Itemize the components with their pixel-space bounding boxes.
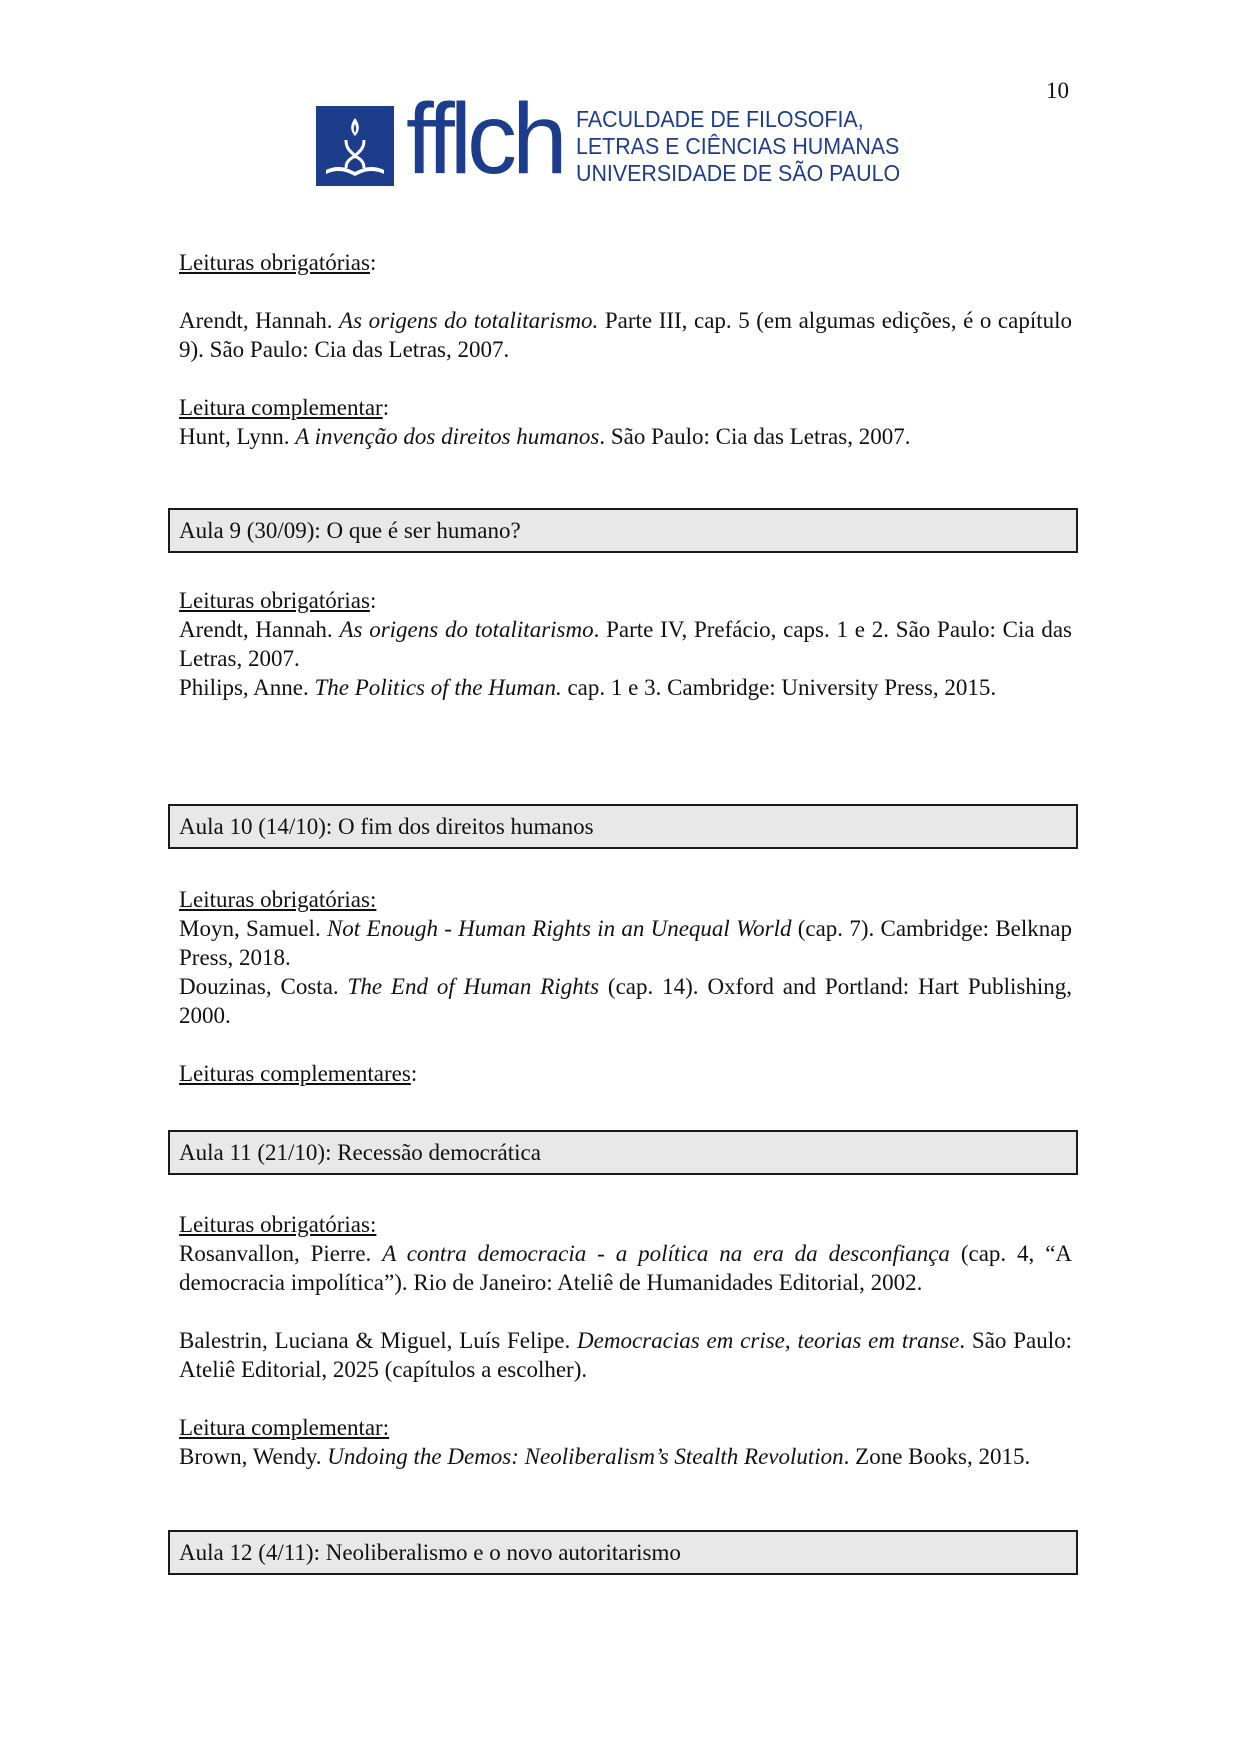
aula-10-header: Aula 10 (14/10): O fim dos direitos humanos: [168, 804, 1078, 849]
aula-11-ref-rosanvallon: Rosanvallon, Pierre. A contra democracia - a política na era da desconfiança (cap. 4, “A democracia impolítica”). Rio de Janeiro: Ateliê de Humanidades Editorial, 2002.: [179, 1241, 1073, 1295]
aula-11-comp-heading: Leitura complementar:: [179, 1415, 390, 1440]
aula-11-readings: [179, 1210, 1072, 1471]
logo-acronym: fflch: [406, 83, 563, 195]
aula-10-ref-douzinas: Douzinas, Costa. The End of Human Rights (cap. 14). Oxford and Portland: Hart Publishing, 2000.: [179, 974, 1072, 1028]
intro-ref-hunt: Hunt, Lynn. A invenção dos direitos humanos. São Paulo: Cia das Letras, 2007.: [179, 424, 911, 449]
aula-9-header: Aula 9 (30/09): O que é ser humano?: [168, 508, 1078, 553]
aula-10-obrig-heading: Leituras obrigatórias:: [179, 887, 377, 912]
aula-11-obrig-heading: Leituras obrigatórias:: [179, 1212, 377, 1237]
aula-10-ref-moyn: Moyn, Samuel. Not Enough - Human Rights in an Unequal World (cap. 7). Cambridge: Belknap Press, 2018.: [179, 916, 1072, 970]
aula-11-ref-brown: Brown, Wendy. Undoing the Demos: Neoliberalism’s Stealth Revolution. Zone Books, 2015.: [179, 1444, 1031, 1469]
intro-section: [179, 248, 1072, 451]
aula-9-readings: [179, 586, 1072, 702]
logo-line: FACULDADE DE FILOSOFIA,: [576, 106, 864, 132]
fflch-emblem-icon: [316, 106, 394, 186]
aula-9-ref-philips: Philips, Anne. The Politics of the Human. cap. 1 e 3. Cambridge: University Press, 2015.: [179, 675, 997, 700]
logo-line: LETRAS E CIÊNCIAS HUMANAS: [576, 133, 900, 159]
aula-9-obrig-heading: Leituras obrigatórias:: [179, 588, 377, 613]
intro-ref-arendt: Arendt, Hannah. As origens do totalitarismo. Parte III, cap. 5 (em algumas edições, é o capítulo 9). São Paulo: Cia das Letras, 2007.: [179, 308, 1072, 362]
aula-11-ref-balestrin: Balestrin, Luciana & Miguel, Luís Felipe. Democracias em crise, teorias em transe. São Paulo: Ateliê Editorial, 2025 (capítulos a escolher).: [179, 1328, 1073, 1382]
aula-10-comp-heading: Leituras complementares:: [179, 1061, 418, 1086]
intro-comp-heading: Leitura complementar:: [179, 395, 390, 420]
intro-obrig-heading: Leituras obrigatórias:: [179, 250, 377, 275]
aula-12-header: Aula 12 (4/11): Neoliberalismo e o novo autoritarismo: [168, 1530, 1078, 1575]
fflch-logo: [316, 83, 906, 195]
aula-11-header: Aula 11 (21/10): Recessão democrática: [168, 1130, 1078, 1175]
page-number: 10: [1046, 78, 1069, 103]
aula-10-readings: [179, 885, 1072, 1088]
logo-line: UNIVERSIDADE DE SÃO PAULO: [576, 160, 901, 186]
aula-9-ref-arendt: Arendt, Hannah. As origens do totalitarismo. Parte IV, Prefácio, caps. 1 e 2. São Paulo: Cia das Letras, 2007.: [179, 617, 1072, 671]
logo-institution-name: [576, 106, 900, 187]
